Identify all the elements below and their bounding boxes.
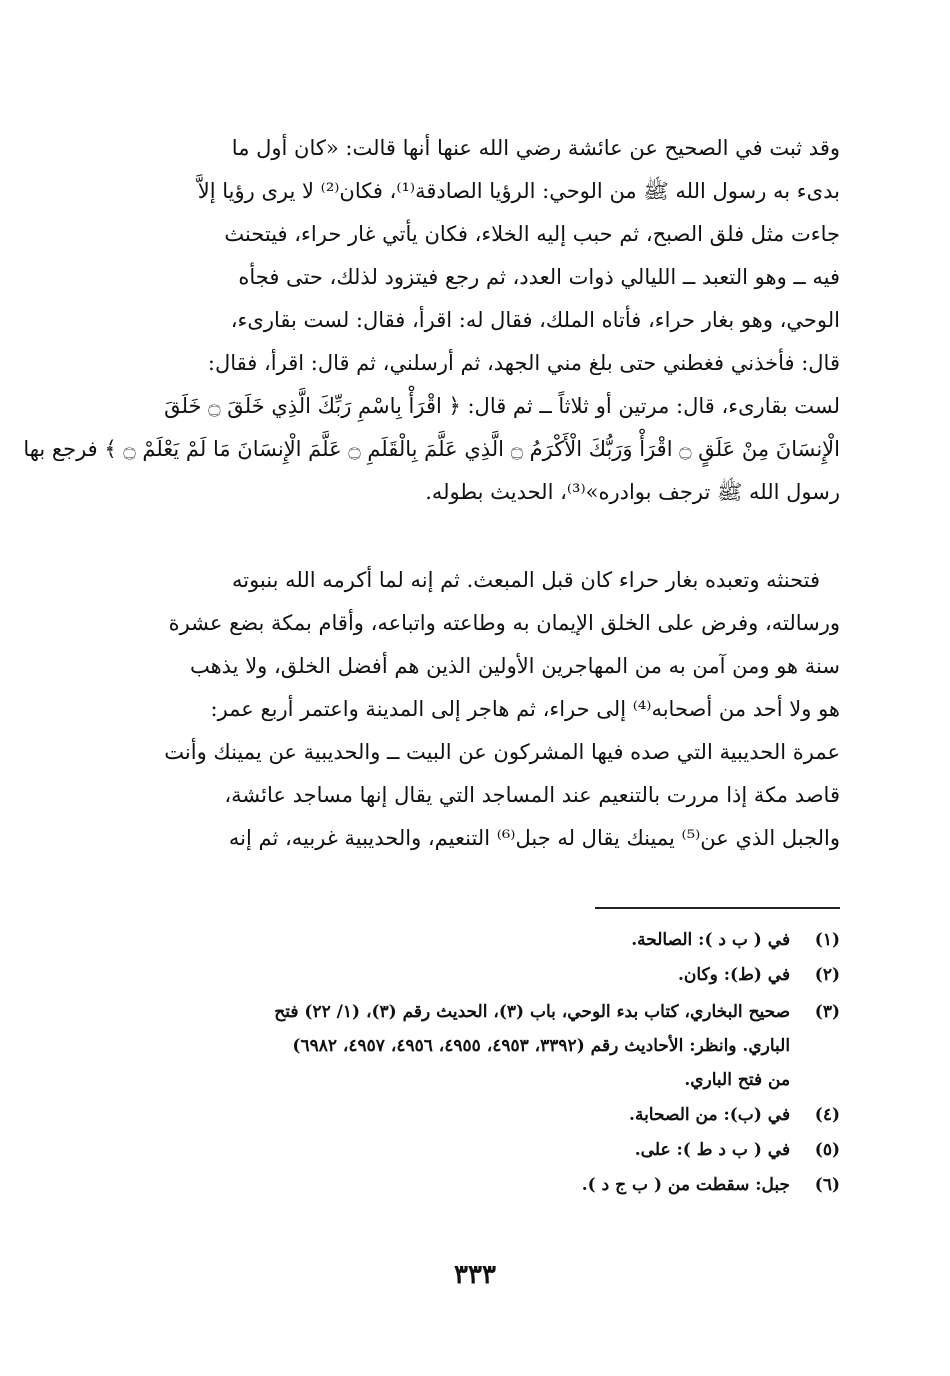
paragraph-2-line: عمرة الحديبية التي صده فيها المشركون عن البيت ــ والحديبية عن يمينك وأنت (164, 740, 840, 764)
paragraph-2-line: فتحنثه وتعبده بغار حراء كان قبل المبعث. ثم إنه لما أكرمه الله بنبوته (231, 568, 820, 592)
footnote-number: (٣) (814, 1002, 840, 1022)
footnote-number: (٢) (814, 965, 840, 985)
paragraph-1-line: فيه ــ وهو التعبد ــ الليالي ذوات العدد، ثم رجع فيتزود لذلك، حتى فجأه (238, 265, 840, 289)
footnote-5 (110, 1132, 840, 1168)
paragraph-2-line: سنة هو ومن آمن به من المهاجرين الأولين الذين هم أفضل الخلق، ولا يذهب (189, 654, 840, 678)
footnote-6 (110, 1167, 840, 1203)
footnote-number: (٤) (814, 1105, 840, 1125)
paragraph-2-line: قاصد مكة إذا مررت بالتنعيم عند المساجد التي يقال إنها مساجد عائشة، (224, 783, 840, 807)
paragraph-2-line: والجبل الذي عن⁽⁵⁾ يمينك يقال له جبل⁽⁶⁾ التنعيم، والحديبية غربيه، ثم إنه (228, 826, 840, 850)
footnote-2 (110, 957, 840, 993)
footnote-text: في ( ب د ط ): على. (634, 1140, 791, 1160)
paragraph-1-line: وقد ثبت في الصحيح عن عائشة رضي الله عنها أنها قالت: «كان أول ما (231, 136, 840, 160)
paragraph-1-line: قال: فأخذني فغطني حتى بلغ مني الجهد، ثم أرسلني، ثم قال: اقرأ، فقال: (207, 351, 840, 375)
paragraph-1-line: رسول الله ﷺ ترجف بوادره»⁽³⁾، الحديث بطوله. (425, 480, 840, 504)
paragraph-2-line: ورسالته، وفرض على الخلق الإيمان به وطاعته واتباعه، وأقام بمكة بضع عشرة (168, 611, 840, 635)
paragraph-1-line: الوحي، وهو بغار حراء، فأتاه الملك، فقال له: اقرأ، فقال: لست بقارىء، (230, 308, 840, 332)
footnote-text: في (ط): وكان. (677, 965, 791, 985)
footnote-number: (٦) (814, 1175, 840, 1195)
footnote-text: في ( ب د ): الصالحة. (631, 930, 791, 950)
footnote-number: (١) (814, 930, 840, 950)
footnote-text: صحيح البخاري، كتاب بدء الوحي، باب (٣)، الحديث رقم (٣)، (١/ ٢٢) فتح (274, 1002, 791, 1022)
footnote-3 (110, 994, 840, 1030)
footnote-3-continued (110, 1028, 840, 1064)
footnote-1 (110, 922, 840, 958)
page-number: ٣٣٣ (454, 1260, 496, 1290)
footnote-3-continued (110, 1062, 840, 1098)
quran-verse-line: لست بقارىء، قال: مرتين أو ثلاثاً ــ ثم قال: ﴿ اقْرَأْ بِاسْمِ رَبِّكَ الَّذِي خَلَقَ ۝ خَلَقَ (164, 394, 840, 418)
paragraph-1-line: جاءت مثل فلق الصبح، ثم حبب إليه الخلاء، فكان يأتي غار حراء، فيتحنث (224, 222, 840, 246)
paragraph-1-line: بدىء به رسول الله ﷺ من الوحي: الرؤيا الصادقة⁽¹⁾، فكان⁽²⁾ لا يرى رؤيا إلاَّ (197, 179, 840, 203)
footnote-text: من فتح الباري. (684, 1070, 791, 1090)
footnote-text: الباري. وانظر: الأحاديث رقم (٣٣٩٢، ٤٩٥٣، ٤٩٥٥، ٤٩٥٦، ٤٩٥٧، ٦٩٨٢) (292, 1036, 791, 1056)
footnote-separator (595, 907, 840, 909)
footnote-text: جبل: سقطت من ( ب ج د ). (581, 1175, 791, 1195)
paragraph-2-line: هو ولا أحد من أصحابه⁽⁴⁾ إلى حراء، ثم هاجر إلى المدينة واعتمر أربع عمر: (210, 697, 840, 721)
footnote-number: (٥) (814, 1140, 840, 1160)
footnote-4 (110, 1097, 840, 1133)
quran-verse-line: الْإِنسَانَ مِنْ عَلَقٍ ۝ اقْرَأْ وَرَبُّكَ الْأَكْرَمُ ۝ الَّذِي عَلَّمَ بِالْقَلَمِ ۝ عَلَّمَ الْإِنسَانَ مَا لَمْ يَعْلَمْ ۝ ﴾ فرجع بها (23, 437, 840, 461)
footnote-text: في (ب): من الصحابة. (629, 1105, 791, 1125)
